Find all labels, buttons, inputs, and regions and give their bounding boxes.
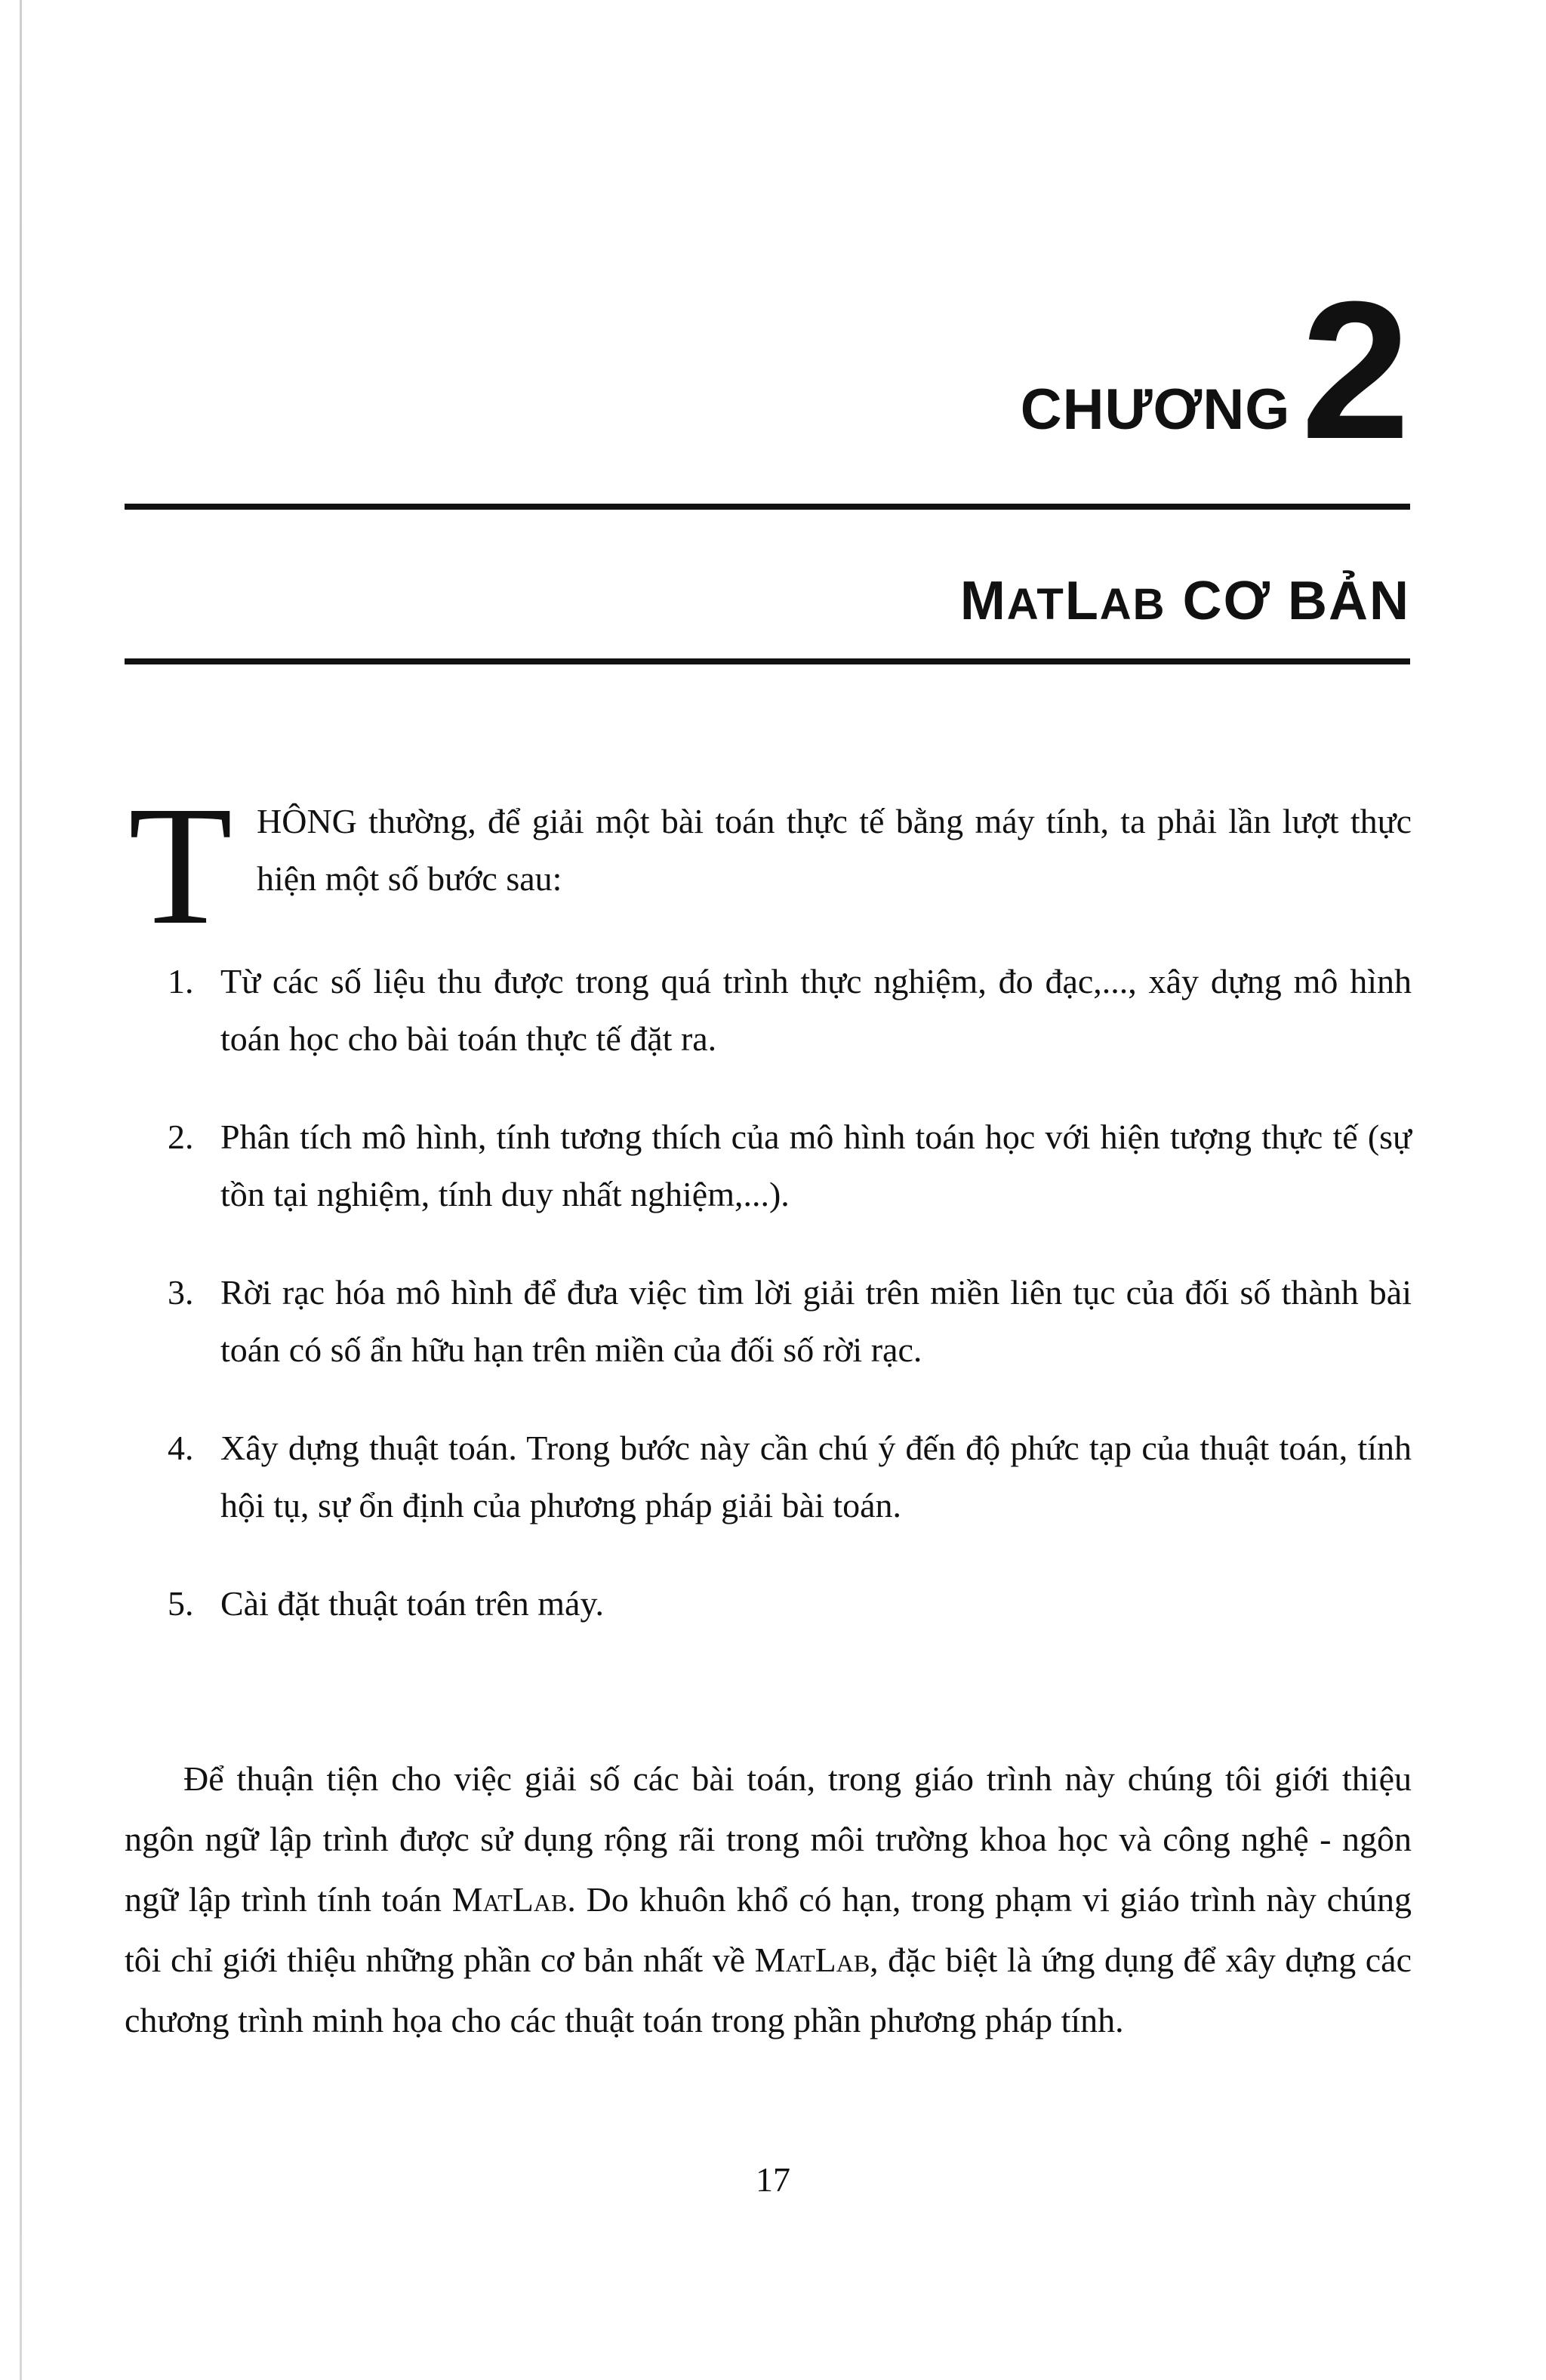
binding-edge: [20, 0, 22, 2380]
intro-body: thường, để giải một bài toán thực tế bằng máy tính, ta phải lần lượt thực hiện một số bước sau:: [257, 802, 1412, 898]
step-item: [168, 1420, 1412, 1534]
brand-matlab-2: MatLab: [754, 1941, 870, 1979]
title-part-2: AT: [1006, 580, 1065, 629]
title-part-3: L: [1064, 571, 1100, 631]
step-number: 2.: [168, 1118, 194, 1156]
step-item: [168, 953, 1412, 1068]
steps-list: [168, 953, 1412, 1673]
top-rule: [125, 504, 1410, 510]
brand-matlab-1: MatLab: [451, 1880, 568, 1919]
chapter-label: CHƯƠNG: [1020, 378, 1291, 442]
title-part-1: M: [959, 571, 1007, 631]
step-text: Rời rạc hóa mô hình để đưa việc tìm lời giải trên miền liên tục của đối số thành bài toán có số ẩn hữu hạn trên miền của đối số rời rạc.: [220, 1273, 1412, 1369]
title-part-4: AB: [1099, 580, 1166, 629]
paragraph-part-2: . Do khuôn khổ có hạn, trong phạm vi giáo trình này chúng tôi chỉ giới thiệu những phần cơ bản nhất về: [125, 1880, 1412, 1979]
step-number: 1.: [168, 962, 194, 1000]
paragraph-part-1: Để thuận tiện cho việc giải số các bài toán, trong giáo trình này chúng tôi giới thiệu ngôn ngữ lập trình được sử dụng rộng rãi trong môi trường khoa học và công nghệ - ngôn ngữ lập trình tính toán: [125, 1759, 1412, 1919]
step-text: Từ các số liệu thu được trong quá trình thực nghiệm, đo đạc,..., xây dựng mô hình toán học cho bài toán thực tế đặt ra.: [220, 962, 1412, 1058]
step-text: Phân tích mô hình, tính tương thích của mô hình toán học với hiện tượng thực tế (sự tồn tại nghiệm, tính duy nhất nghiệm,...).: [220, 1118, 1412, 1213]
paragraph-part-3: , đặc biệt là ứng dụng để xây dựng các chương trình minh họa cho các thuật toán trong phần phương pháp tính.: [125, 1941, 1412, 2039]
bottom-rule: [125, 658, 1410, 664]
step-number: 4.: [168, 1429, 194, 1467]
step-item: [168, 1108, 1412, 1223]
title-part-5: CƠ BẢN: [1166, 571, 1410, 631]
chapter-heading: [1020, 261, 1410, 480]
step-item: [168, 1575, 1412, 1632]
step-number: 5.: [168, 1584, 194, 1623]
step-text: Cài đặt thuật toán trên máy.: [220, 1584, 604, 1623]
intro-text: [257, 793, 1412, 908]
step-number: 3.: [168, 1273, 194, 1312]
intro-paragraph: [128, 771, 1412, 960]
drop-cap: T: [128, 771, 233, 960]
step-item: [168, 1264, 1412, 1379]
step-text: Xây dựng thuật toán. Trong bước này cần chú ý đến độ phức tạp của thuật toán, tính hội tụ, sự ổn định của phương pháp giải bài toán.: [220, 1429, 1412, 1524]
body-paragraph: [125, 1749, 1412, 2051]
page-number: 17: [756, 2160, 790, 2199]
chapter-title: [959, 571, 1410, 631]
chapter-number: 2: [1301, 261, 1410, 480]
intro-first-word: HÔNG: [257, 802, 357, 840]
